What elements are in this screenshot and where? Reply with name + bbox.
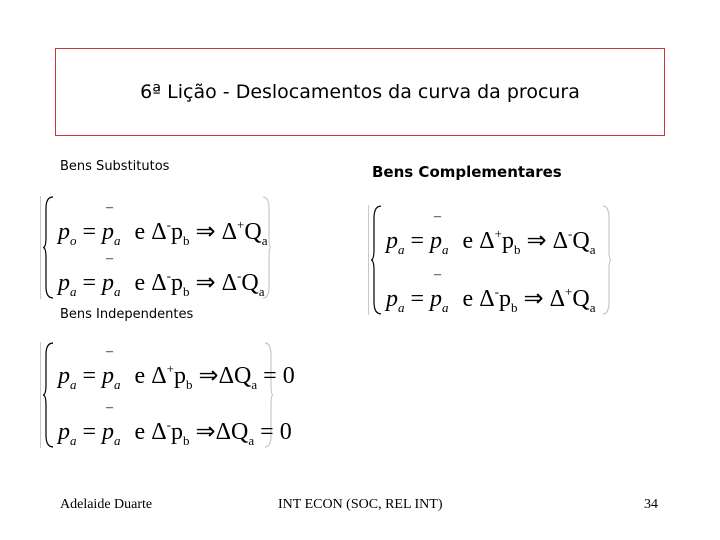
heading-bens-independentes: Bens Independentes bbox=[60, 307, 194, 322]
complementares-equations bbox=[368, 205, 612, 315]
left-brace bbox=[370, 205, 382, 315]
independentes-equation-1: $p_a$ = – $p_a$ e $\Delta^+p_b$ $\Rightarrow\Delta Q_a = 0$ bbox=[58, 344, 295, 392]
substitutos-equation-2: $p_a$ = – $p_a$ e $\Delta^-p_b$ ⇒ $\Delta^-Q_a$ bbox=[58, 251, 265, 299]
heading-bens-complementares: Bens Complementares bbox=[372, 163, 562, 181]
title-box bbox=[55, 48, 665, 136]
heading-bens-substitutos: Bens Substitutos bbox=[60, 159, 170, 174]
left-brace bbox=[42, 342, 54, 448]
substitutos-equation-1: $p_o$ = – $p_a$ e $\Delta^-p_b$ ⇒ $\Delta^+Q_a$ bbox=[58, 200, 268, 248]
footer-author: Adelaide Duarte bbox=[60, 497, 153, 512]
equation-frame-line bbox=[40, 342, 41, 448]
independentes-equation-2: $p_a$ = – $p_a$ e $\Delta^-p_b$ $\Rightarrow\Delta Q_a = 0$ bbox=[58, 400, 292, 448]
complementares-equation-2: $p_a$ = – $p_a$ e $\Delta^-p_b$ ⇒ $\Delta^+Q_a$ bbox=[386, 267, 596, 315]
independentes-equations bbox=[40, 342, 295, 448]
footer-course: INT ECON (SOC, REL INT) bbox=[278, 497, 443, 512]
substitutos-equations bbox=[40, 196, 272, 299]
left-brace bbox=[42, 196, 54, 299]
equation-frame-line bbox=[40, 196, 41, 299]
equation-frame-line bbox=[368, 205, 369, 315]
slide-title: 6ª Lição - Deslocamentos da curva da procura bbox=[140, 81, 580, 103]
right-brace bbox=[602, 205, 612, 315]
page-number: 34 bbox=[644, 497, 658, 512]
complementares-equation-1: $p_a$ = – $p_a$ e $\Delta^+p_b$ ⇒ $\Delta^-Q_a$ bbox=[386, 209, 596, 257]
